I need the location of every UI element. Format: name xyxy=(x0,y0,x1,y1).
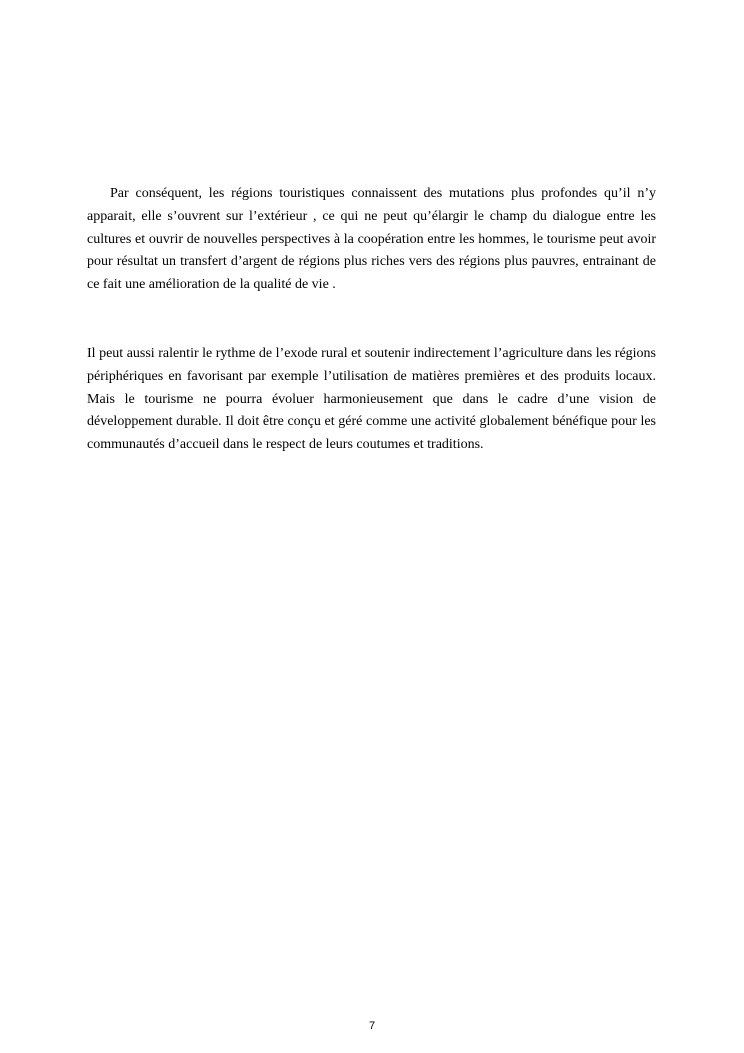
page-number: 7 xyxy=(368,1020,376,1032)
body-paragraph: Par conséquent, les régions touristiques connaissent des mutations plus profondes qu’il n’y apparait, elle s’ouvrent sur l’extérieur , ce qui ne peut qu’élargir le champ du dialogue entre les cultures et ouvrir de nouvelles perspectives à la coopération entre les hommes, le tourisme peut avoir pour résultat un transfert d’argent de régions plus riches vers des régions plus pauvres, entrainant de ce fait une amélioration de la qualité de vie . xyxy=(87,186,656,293)
body-paragraph: Il peut aussi ralentir le rythme de l’exode rural et soutenir indirectement l’agriculture dans les régions périphériques en favorisant par exemple l’utilisation de matières premières et des produits locaux. Mais le tourisme ne pourra évoluer harmonieusement que dans le cadre d’une vision de développement durable. Il doit être conçu et géré comme une activité globalement bénéfique pour les communautés d’accueil dans le respect de leurs coutumes et traditions. xyxy=(87,346,656,453)
